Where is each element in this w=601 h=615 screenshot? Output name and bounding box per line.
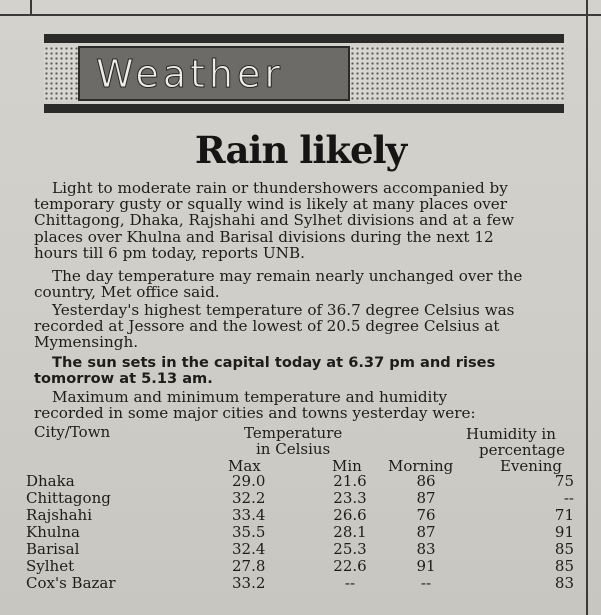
table-row-min: 21.6 xyxy=(333,472,367,490)
table-row-city: Barisal xyxy=(26,540,80,558)
morning-column xyxy=(408,473,444,592)
table-row-evening: 91 xyxy=(554,523,574,541)
table-row-morning: 76 xyxy=(416,506,436,524)
table-row-city: Khulna xyxy=(26,523,80,541)
paragraph-day-temperature xyxy=(34,267,572,302)
paragraph-sunset-sunrise xyxy=(34,354,572,388)
city-column xyxy=(26,473,116,592)
table-row-city: Cox's Bazar xyxy=(26,574,116,592)
column-rule-left xyxy=(30,0,32,16)
table-row-morning: 86 xyxy=(416,472,436,490)
text-line: Mymensingh. xyxy=(34,333,139,352)
header-min: Min xyxy=(332,457,362,475)
table-row-morning: 87 xyxy=(416,523,436,541)
header-city-town: City/Town xyxy=(34,423,111,441)
header-evening: Evening xyxy=(500,457,563,475)
banner-dot-pattern-right xyxy=(350,46,564,101)
article-headline: Rain likely xyxy=(194,128,407,172)
banner-top-bar xyxy=(44,34,564,43)
table-row-max: 35.5 xyxy=(232,523,266,541)
max-column xyxy=(232,473,265,592)
text-line: The day temperature may remain nearly unchanged over the xyxy=(52,267,523,285)
top-rule xyxy=(0,14,601,16)
text-line: tomorrow at 5.13 am. xyxy=(34,370,213,388)
table-row-evening: 85 xyxy=(554,557,574,575)
text-line: hours till 6 pm today, reports UNB. xyxy=(34,243,305,262)
text-line: Chittagong, Dhaka, Rajshahi and Sylhet divisions and at a few xyxy=(34,211,515,230)
header-max: Max xyxy=(228,457,261,475)
table-row-evening: 75 xyxy=(554,472,574,490)
text-line: country, Met office said. xyxy=(34,283,220,302)
header-in-celsius: in Celsius xyxy=(256,440,331,458)
table-row-morning: 87 xyxy=(416,489,436,507)
column-rule-right xyxy=(586,0,588,615)
table-row-min: 23.3 xyxy=(333,489,367,507)
table-row-max: 33.4 xyxy=(232,506,266,524)
table-row-max: 27.8 xyxy=(232,557,266,575)
header-percentage: percentage xyxy=(479,441,566,459)
table-row-min: -- xyxy=(344,574,356,592)
section-banner-title: Weather xyxy=(96,52,284,96)
table-row-morning: -- xyxy=(420,574,432,592)
table-row-min: 25.3 xyxy=(333,540,367,558)
text-line: recorded at Jessore and the lowest of 20.5 degree Celsius at xyxy=(34,317,500,336)
text-line: Yesterday's highest temperature of 36.7 degree Celsius was xyxy=(52,301,515,319)
paragraph-yesterday-extremes xyxy=(34,301,572,352)
min-column xyxy=(327,473,373,592)
table-row-max: 29.0 xyxy=(232,472,266,490)
table-row-evening: -- xyxy=(563,489,574,507)
banner-bottom-bar xyxy=(44,104,564,113)
paragraph-forecast xyxy=(34,179,572,262)
table-row-city: Chittagong xyxy=(26,489,111,507)
table-row-min: 26.6 xyxy=(333,506,367,524)
table-row-max: 32.4 xyxy=(232,540,266,558)
header-morning: Morning xyxy=(388,457,454,475)
text-line: Light to moderate rain or thundershowers accompanied by xyxy=(52,179,508,197)
text-line: Maximum and minimum temperature and humidity xyxy=(52,388,448,406)
table-row-evening: 83 xyxy=(554,574,574,592)
table-row-max: 33.2 xyxy=(232,574,266,592)
table-row-max: 32.2 xyxy=(232,489,266,507)
banner-dot-pattern-left xyxy=(44,46,78,101)
text-line: The sun sets in the capital today at 6.37 pm and rises xyxy=(52,354,496,371)
text-line: places over Khulna and Barisal divisions during the next 12 xyxy=(34,227,494,246)
table-row-evening: 85 xyxy=(554,540,574,558)
evening-column xyxy=(540,473,574,592)
table-row-morning: 83 xyxy=(416,540,436,558)
table-row-min: 22.6 xyxy=(333,557,367,575)
table-row-morning: 91 xyxy=(416,557,436,575)
text-line: recorded in some major cities and towns yesterday were: xyxy=(34,404,476,423)
table-row-city: Rajshahi xyxy=(26,506,92,524)
text-line: temporary gusty or squally wind is likely at many places over xyxy=(34,195,508,214)
header-humidity: Humidity in xyxy=(466,425,556,443)
paragraph-table-intro xyxy=(34,388,572,423)
table-row-city: Sylhet xyxy=(26,557,75,575)
table-row-min: 28.1 xyxy=(333,523,367,541)
table-row-city: Dhaka xyxy=(26,472,75,490)
table-row-evening: 71 xyxy=(554,506,574,524)
header-temperature: Temperature xyxy=(244,424,343,442)
